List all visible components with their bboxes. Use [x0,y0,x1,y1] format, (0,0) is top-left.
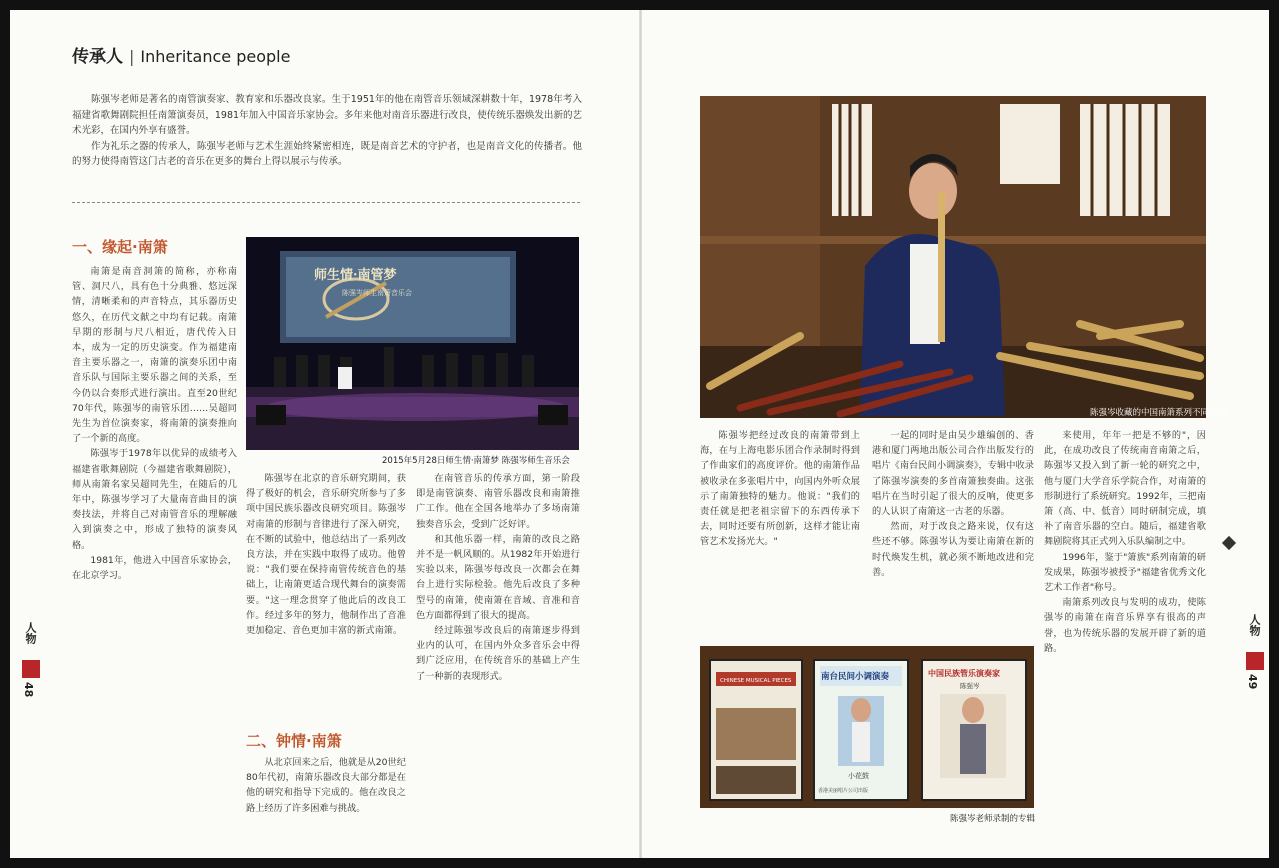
cassette-2-name: 小花鼓 [848,772,869,780]
cassette-2-title: 南台民间小调演奏 [821,672,890,682]
column-paragraph: 陈强岑于1978年以优异的成绩考入福建省歌舞剧院（今福建省歌舞剧院），师从南箫名家吴超同先生，在随后的几年中，陈强岑学习了大量南音曲目的演奏技法，并将自己对南管音乐的理解融入到演奏之中，形成了独特的演奏风格。 [72,448,237,551]
intro-text [72,92,582,170]
seal-icon [22,660,40,678]
column-paragraph: 1981年，他进入中国音乐家协会，在北京学习。 [72,554,237,582]
column-paragraph: 一起的同时是由吴少雄编创的、香港和厦门两地出版公司合作出版发行的唱片《南台民间小调演奏》，专辑中收录了陈强岑演奏的多首南箫独奏曲。这张唱片在当时引起了很大的反响，使更多的人认识了南箫这一古老的乐器。 [872,430,1034,518]
musician-photo-graphic [700,96,1206,418]
column-paragraph: 南箫系列改良与发明的成功，使陈强岑的南箫在南音乐界享有很高的声誉，也为传统乐器的发展开辟了新的道路。 [1044,597,1206,654]
section-title-1: 一、缘起·南箫 [72,238,168,256]
article-column-2 [246,471,406,721]
column-paragraph: 经过陈强岑改良后的南箫逐步得到业内的认可，在国内外众多音乐会中得到广泛应用，在传统音乐的基础上产生了一种新的表现形式。 [416,625,580,682]
column-paragraph: 陈强岑把经过改良的南箫带到上海，在与上海电影乐团合作录制时得到了作曲家们的高度评价。他的南箫作品被收录在多张唱片中，向国内外听众展示了南箫独特的魅力。他说："我们的责任就是把老祖宗留下的东西传承下去，同时还要有所创新，这样才能让南管艺术发扬光大。" [700,430,860,548]
column-paragraph: 陈强岑在北京的音乐研究期间，获得了极好的机会，音乐研究所参与了多项中国民族乐器改良研究项目。陈强岑对南箫的形制与音律进行了深入研究，在不断的试验中，他总结出了一系列改良方法，并在实践中取得了成功。他曾说："我们要在保持南管传统音色的基础上，让南箫更适合现代舞台的演奏需要。"这一理念贯穿了他此后的改良工作。经过多年的努力，他制作出了音准更加稳定、音色更加丰富的新式南箫。 [246,473,406,637]
cassette-3-name: 陈强岑 [960,682,980,690]
magazine-spread [10,10,1269,858]
page-spine [639,10,642,858]
page-vertical-label-right: 人物 [1248,614,1261,636]
column-paragraph: 和其他乐器一样，南箫的改良之路并不是一帆风顺的。从1982年开始进行实验以来，陈强岑每改良一次都会在舞台上进行实际检验。他先后改良了多种型号的南箫，使南箫在音域、音准和音色方面都得到了很大的提高。 [416,533,580,621]
musician-photo-caption: 陈强岑收藏的中国南箫系列不同南箫 [1090,408,1227,418]
article-column-4 [700,428,860,640]
concert-banner-title: 师生情·南管梦 [314,268,397,283]
album-photo [700,646,1034,808]
cassette-2-publisher: 香港美丽唱片公司出版 [818,788,869,794]
page-vertical-label-left: 人物 [24,622,37,644]
header-en: Inheritance people [140,47,291,66]
header-cn: 传承人 [72,47,123,67]
cassette-1-title: CHINESE MUSICAL PIECES [720,678,792,684]
column-paragraph: 在南管音乐的传承方面，第一阶段即是南管演奏、南管乐器改良和南箫推广工作。他在全国各地举办了多场南箫独奏音乐会，受到广泛好评。 [416,473,580,530]
album-photo-graphic [700,646,1034,808]
concert-photo-graphic [246,237,579,450]
cassette-3-title: 中国民族管乐演奏家 [928,669,1000,678]
concert-photo-caption: 2015年5月28日师生情·南箫梦 陈强岑师生音乐会 [382,456,570,466]
diamond-marker-icon [1222,536,1236,550]
article-column-3 [416,471,580,845]
column-paragraph: 南箫是南音洞箫的简称，亦称南管、洞尺八，具有色十分典雅、悠远深情，清晰柔和的声音特点，其乐器历史悠久，在历代文献之中均有记载。南箫早期的形制与尺八相近，唐代传入日本，成为一定的历史演变。作为福建南音主要乐器之一，南箫的演奏乐团中南音乐队与国际主要乐器之间的关系，至今仍以合奏形式进行演出。直至20世纪70年代，陈强岑的南管乐团……吴超同先生为首位演奏家，将南箫的演奏推向了一个新的高度。 [72,266,237,445]
article-column-2b [246,755,406,845]
intro-paragraph: 作为礼乐之器的传承人，陈强岑老师与艺术生涯始终紧密相连，既是南音艺术的守护者，也是南音文化的传播者。他的努力使得南管这门古老的音乐在更多的舞台上得以展示与传承。 [72,140,582,167]
column-paragraph: 然而，对于改良之路来说，仅有这些还不够。陈强岑认为要让南箫在新的时代焕发生机，就必须不断地改进和完善。 [872,521,1034,578]
concert-banner-subtitle: 陈强岑师生南箫音乐会 [342,289,412,297]
intro-paragraph: 陈强岑老师是著名的南管演奏家、教育家和乐器改良家。生于1951年的他在南管音乐领域深耕数十年，1978年考入福建省歌舞剧院担任南箫演奏员，1981年加入中国音乐家协会。多年来他对南音乐器进行改良，使传统乐器焕发出新的艺术光彩，在国内外享有盛誉。 [72,94,582,136]
dashed-divider [72,202,580,203]
article-column-6 [1044,428,1206,848]
article-column-1 [72,264,237,844]
section-header: 传承人 | Inheritance people [72,47,291,67]
seal-icon [1246,652,1264,670]
section-title-2: 二、钟情·南箫 [246,732,342,750]
concert-photo [246,237,579,450]
page-number-right: 49 [1246,674,1259,690]
column-paragraph: 从北京回来之后，他就是从20世纪80年代初，南箫乐器改良大部分都是在他的研究和指导下完成的。他在改良之路上经历了许多困难与挑战。 [246,757,406,814]
article-column-5 [872,428,1034,640]
page-number-left: 48 [22,682,35,698]
musician-photo [700,96,1206,418]
column-paragraph: 来使用，年年一把是不够的"，因此，在成功改良了传统南音南箫之后，陈强岑又投入到了新一轮的研究之中，他与厦门大学音乐学院合作，对南箫的形制进行了系统研究。1992年，三把南箫（高、中、低音）同时研制完成，填补了南音乐器的空白。随后，福建省歌舞剧院将其正式列入乐队编制之中。 [1044,430,1206,548]
column-paragraph: 1996年，鉴于"箫族"系列南箫的研发成果，陈强岑被授予"福建省优秀文化艺术工作者"称号。 [1044,551,1206,594]
album-photo-caption: 陈强岑老师录制的专辑 [950,814,1036,824]
